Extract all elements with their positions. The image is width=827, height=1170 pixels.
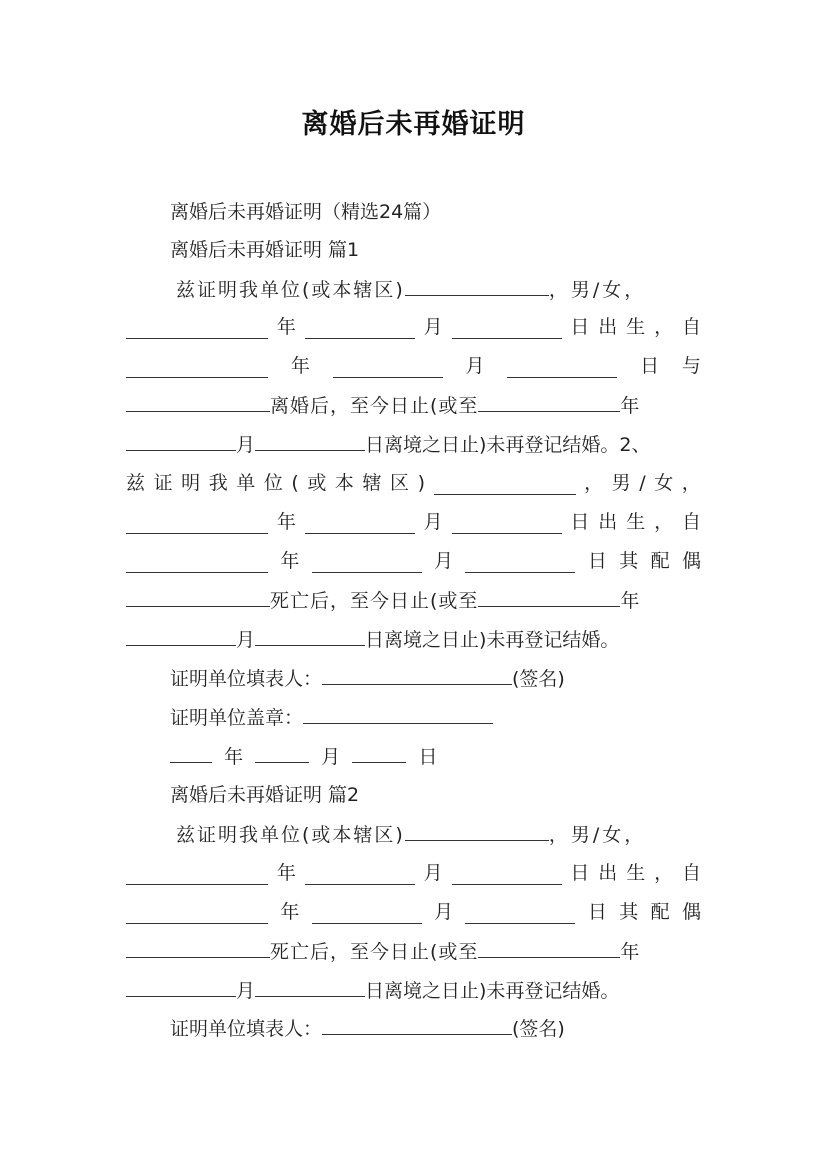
seal-label: 证明单位盖章：: [170, 707, 304, 729]
s1-text: /: [639, 472, 646, 494]
blank-field: [255, 625, 365, 646]
s2-text: 兹证明我单位(或本辖区): [176, 824, 405, 846]
blank-field: [405, 820, 549, 841]
s2-text: 年: [276, 862, 296, 884]
blank-field: [478, 937, 620, 958]
s1-line-9: [126, 586, 701, 614]
s1-text: 男: [611, 472, 631, 494]
s2-line-2: [126, 859, 701, 887]
s1-text: 年: [620, 590, 640, 612]
blank-field: [478, 586, 620, 607]
s1-text: 日离境之日止)未再登记结婚。: [365, 629, 620, 651]
s1-line-5: [126, 430, 701, 458]
s1-text: (: [291, 472, 299, 494]
blank-field: [465, 554, 575, 573]
s1-text: 日离境之日止)未再登记结婚。2、: [365, 434, 651, 456]
blank-field: [170, 742, 212, 763]
s1-line-3: [126, 352, 701, 380]
s1-text: 生: [626, 511, 646, 533]
s1-text: 月: [423, 511, 443, 533]
s1-text: ，男/女，: [548, 279, 647, 301]
s1-text: 位: [263, 472, 283, 494]
blank-field: [255, 430, 365, 451]
blank-field: [405, 275, 549, 296]
s1-line-8: [126, 547, 701, 575]
signature-blank: [322, 664, 512, 685]
s2-text: 日: [570, 862, 590, 884]
s1-text: 证: [153, 472, 173, 494]
s1-text: 生: [626, 316, 646, 338]
s1-text: 月: [434, 550, 454, 572]
s1-line-2: [126, 313, 701, 341]
s1-date-line: [170, 742, 701, 770]
section-1-heading: 离婚后未再婚证明 篇1: [170, 239, 360, 261]
s1-text: 日: [587, 550, 607, 572]
seal-blank: [303, 703, 493, 724]
intro-line: 离婚后未再婚证明（精选24篇）: [170, 201, 442, 223]
s1-signer-line: [170, 664, 701, 692]
sign-suffix: (签名): [512, 668, 565, 690]
blank-field: [465, 905, 575, 924]
signature-blank: [322, 1014, 512, 1035]
document-title: 离婚后未再婚证明: [301, 109, 526, 140]
s1-text: 单: [236, 472, 256, 494]
s1-text: 日: [570, 316, 590, 338]
blank-field: [126, 359, 268, 378]
s2-text: 年: [280, 901, 300, 923]
s1-text: 本: [334, 472, 354, 494]
s2-text: ，男/女，: [548, 824, 647, 846]
blank-field: [126, 515, 268, 534]
s1-text: ，: [654, 511, 674, 533]
s1-text: 日: [640, 355, 660, 377]
blank-field: [126, 976, 236, 997]
s1-text: 离婚后，至今日止(或至: [270, 395, 479, 417]
s1-text: 月: [236, 434, 256, 456]
sign-suffix: (签名): [512, 1018, 565, 1040]
s2-text: 其: [619, 901, 639, 923]
s1-text: 死亡后，至今日止(或至: [270, 590, 479, 612]
blank-field: [126, 625, 236, 646]
blank-field: [126, 320, 268, 339]
s1-text: 出: [598, 316, 618, 338]
s2-text: ，: [654, 862, 674, 884]
s2-text: 日: [587, 901, 607, 923]
s1-line-7: [126, 508, 701, 536]
s1-text: ): [417, 472, 426, 494]
blank-field: [126, 554, 268, 573]
s1-text: 明: [181, 472, 201, 494]
s1-text: 其: [619, 550, 639, 572]
date-day: 日: [418, 746, 438, 768]
s1-text: 年: [280, 550, 300, 572]
blank-field: [312, 554, 422, 573]
s1-text: 年: [276, 511, 296, 533]
s2-signer-line: [170, 1014, 701, 1042]
s1-text: 自: [681, 511, 701, 533]
blank-field: [312, 905, 422, 924]
s1-text: 女: [654, 472, 674, 494]
s1-text: 与: [681, 355, 701, 377]
s2-text: 死亡后，至今日止(或至: [270, 941, 479, 963]
s1-text: 自: [681, 316, 701, 338]
s1-text: 月: [423, 316, 443, 338]
s2-line-3: [126, 898, 701, 926]
s1-text: ，: [584, 472, 604, 494]
blank-field: [126, 937, 270, 958]
blank-field: [126, 391, 270, 412]
blank-field: [255, 742, 309, 763]
blank-field: [126, 905, 268, 924]
signer-label: 证明单位填表人：: [170, 668, 323, 690]
s2-text: 月: [434, 901, 454, 923]
section-2-heading: 离婚后未再婚证明 篇2: [170, 784, 360, 806]
s2-line-5: [126, 976, 701, 1004]
s1-text: 兹证明我单位(或本辖区): [176, 279, 405, 301]
s1-seal-line: [170, 703, 701, 731]
s1-text: 日: [570, 511, 590, 533]
s1-text: ，: [654, 316, 674, 338]
s1-text: 或: [307, 472, 327, 494]
s1-line-6: [126, 469, 701, 497]
blank-field: [452, 515, 562, 534]
s1-text: 配: [650, 550, 670, 572]
blank-field: [452, 320, 562, 339]
s2-text: 自: [681, 862, 701, 884]
blank-field: [126, 430, 236, 451]
blank-field: [352, 742, 406, 763]
s2-text: 配: [650, 901, 670, 923]
s1-text: 辖: [362, 472, 382, 494]
s1-text: 月: [465, 355, 485, 377]
blank-field: [126, 866, 268, 885]
blank-field: [305, 320, 415, 339]
s1-text: 兹: [126, 472, 146, 494]
s1-text: 我: [208, 472, 228, 494]
s2-text: 偶: [681, 901, 701, 923]
blank-field: [452, 866, 562, 885]
date-month: 月: [321, 746, 341, 768]
s2-text: 出: [598, 862, 618, 884]
s1-text: 区: [390, 472, 410, 494]
s2-text: 月: [236, 980, 256, 1002]
s2-text: 年: [620, 941, 640, 963]
s2-line-1: [176, 820, 707, 848]
blank-field: [478, 391, 620, 412]
s1-text: 偶: [681, 550, 701, 572]
signer-label: 证明单位填表人：: [170, 1018, 323, 1040]
s1-text: 年: [290, 355, 310, 377]
s2-text: 生: [626, 862, 646, 884]
s1-text: 年: [620, 395, 640, 417]
blank-field: [305, 866, 415, 885]
s1-line-10: [126, 625, 701, 653]
s1-text: 月: [236, 629, 256, 651]
blank-field: [255, 976, 365, 997]
blank-field: [507, 359, 617, 378]
s1-line-4: [126, 391, 701, 419]
blank-field: [434, 476, 576, 495]
s1-line-1: [176, 275, 707, 303]
s1-text: 年: [276, 316, 296, 338]
s1-text: 出: [598, 511, 618, 533]
s2-line-4: [126, 937, 701, 965]
blank-field: [305, 515, 415, 534]
s1-text: ，: [681, 472, 701, 494]
s2-text: 日离境之日止)未再登记结婚。: [365, 980, 620, 1002]
blank-field: [333, 359, 443, 378]
s2-text: 月: [423, 862, 443, 884]
date-year: 年: [224, 746, 244, 768]
blank-field: [126, 586, 270, 607]
